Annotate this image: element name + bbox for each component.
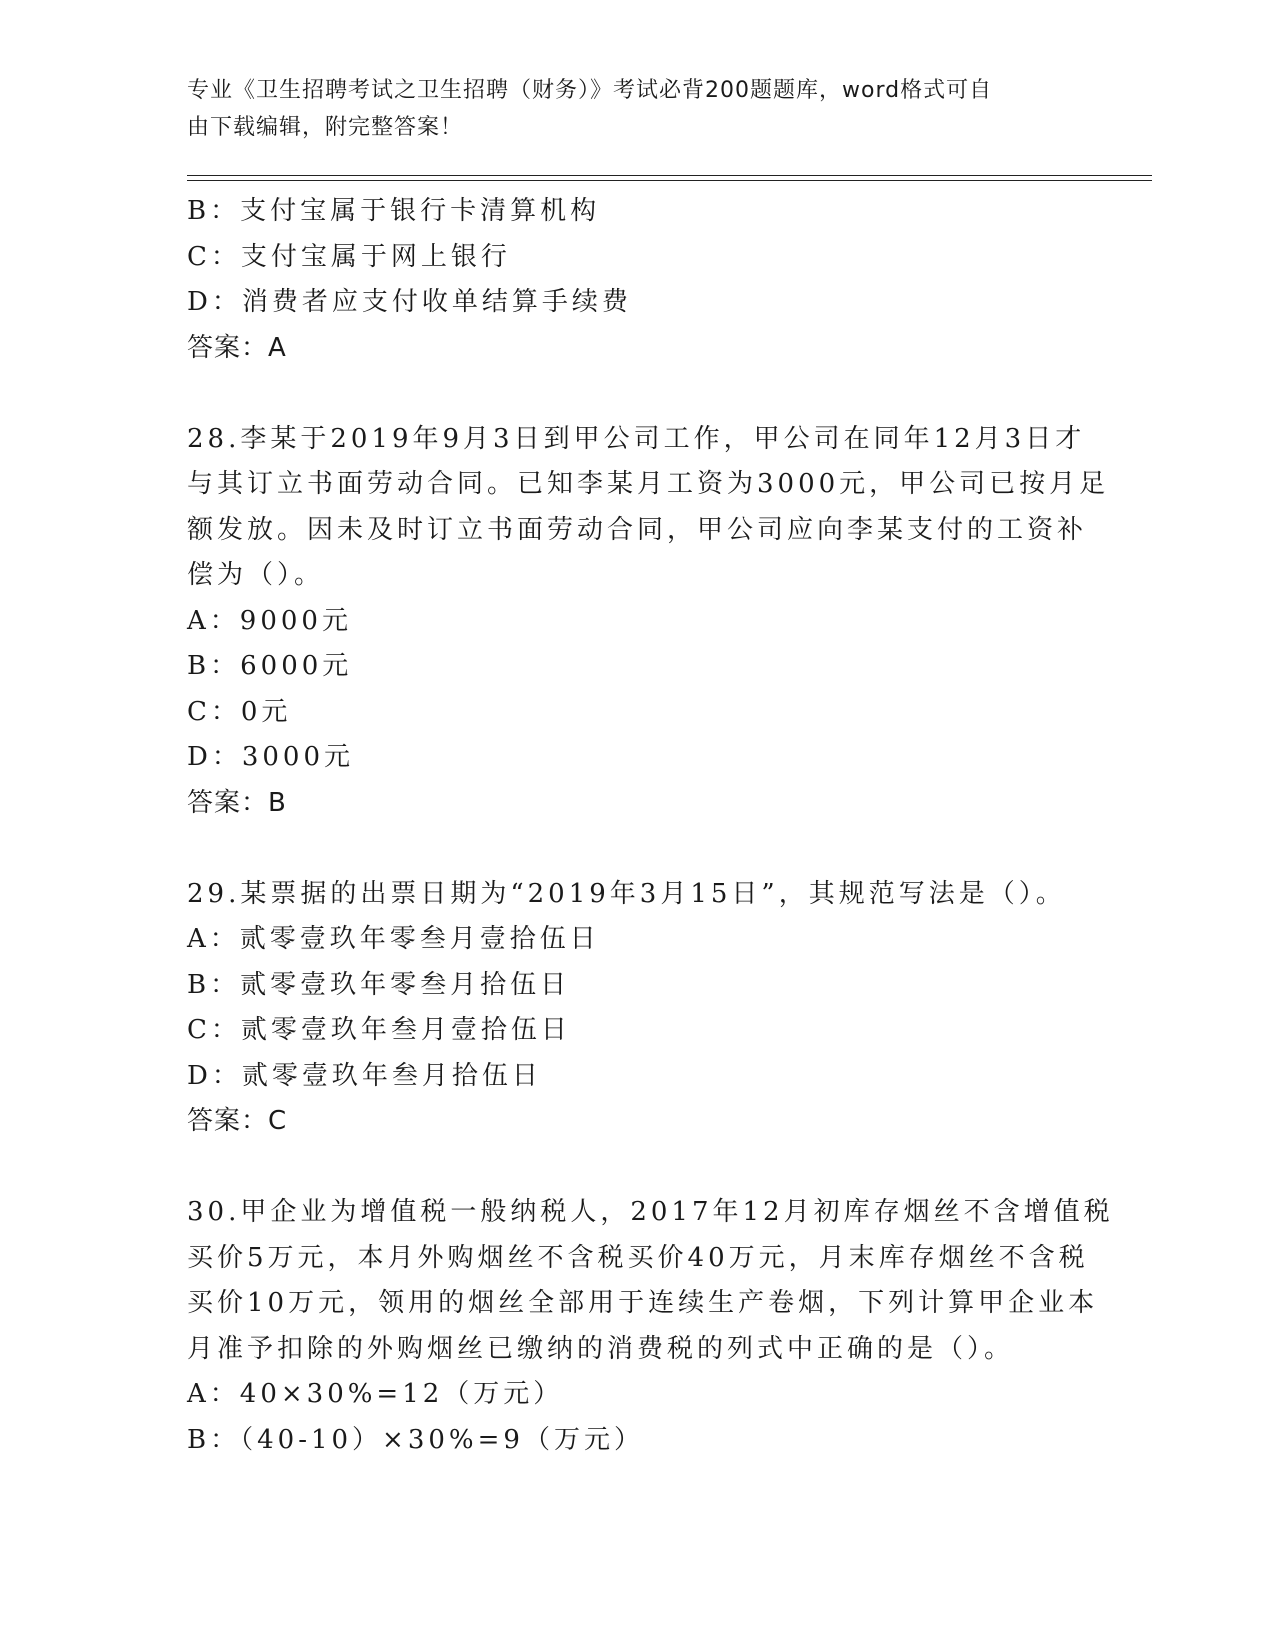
option-b: B：6000元 — [187, 651, 353, 681]
question-stem-line: 月准予扣除的外购烟丝已缴纳的消费税的列式中正确的是（）。 — [187, 1333, 1015, 1364]
question-stem-line: 29.某票据的出票日期为“2019年3月15日”，其规范写法是（）。 — [187, 878, 1066, 909]
header-divider-top — [187, 175, 1152, 176]
option-c: C：0元 — [187, 696, 292, 727]
header-divider-bottom — [187, 180, 1152, 181]
header-line-2: 由下载编辑，附完整答案！ — [187, 115, 464, 140]
question-30 — [187, 1190, 1114, 1463]
document-header — [187, 72, 1067, 146]
option-c: C：贰零壹玖年叁月壹拾伍日 — [187, 1015, 571, 1045]
question-stem-line: 30.甲企业为增值税一般纳税人，2017年12月初库存烟丝不含增值税 — [187, 1197, 1114, 1227]
option-b: B：支付宝属于银行卡清算机构 — [187, 196, 601, 226]
question-stem-line: 额发放。因未及时订立书面劳动合同，甲公司应向李某支付的工资补 — [187, 514, 1088, 545]
option-a: A：9000元 — [187, 605, 352, 636]
answer-line: 答案：A — [187, 332, 287, 363]
header-line-1: 专业《卫生招聘考试之卫生招聘（财务）》考试必背200题题库，word格式可自 — [187, 78, 993, 103]
answer-line: 答案：C — [187, 1106, 288, 1136]
question-stem-line: 买价5万元，本月外购烟丝不含税买价40万元，月末库存烟丝不含税 — [187, 1242, 1089, 1273]
question-28 — [187, 417, 1110, 827]
option-d: D：贰零壹玖年叁月拾伍日 — [187, 1060, 542, 1091]
option-b: B：贰零壹玖年零叁月拾伍日 — [187, 969, 571, 1000]
spacer — [187, 371, 1087, 417]
option-c: C：支付宝属于网上银行 — [187, 241, 511, 272]
option-d: D：消费者应支付收单结算手续费 — [187, 287, 632, 317]
option-a: A：贰零壹玖年零叁月壹拾伍日 — [187, 924, 600, 954]
spacer — [187, 826, 1087, 872]
question-stem-line: 买价10万元，领用的烟丝全部用于连续生产卷烟，下列计算甲企业本 — [187, 1288, 1099, 1318]
question-body — [187, 189, 1114, 1463]
spacer — [187, 1145, 1087, 1191]
question-stem-line: 与其订立书面劳动合同。已知李某月工资为3000元，甲公司已按月足 — [187, 469, 1110, 499]
option-b: B：（40-10）×30%=9（万元） — [187, 1424, 644, 1455]
option-d: D：3000元 — [187, 742, 355, 772]
question-29 — [187, 872, 1087, 1145]
question-27-continued — [187, 189, 1087, 371]
question-stem-line: 28.李某于2019年9月3日到甲公司工作，甲公司在同年12月3日才 — [187, 423, 1086, 454]
answer-line: 答案：B — [187, 787, 287, 818]
option-a: A：40×30%=12（万元） — [187, 1379, 564, 1409]
question-stem-line: 偿为（）。 — [187, 560, 325, 590]
